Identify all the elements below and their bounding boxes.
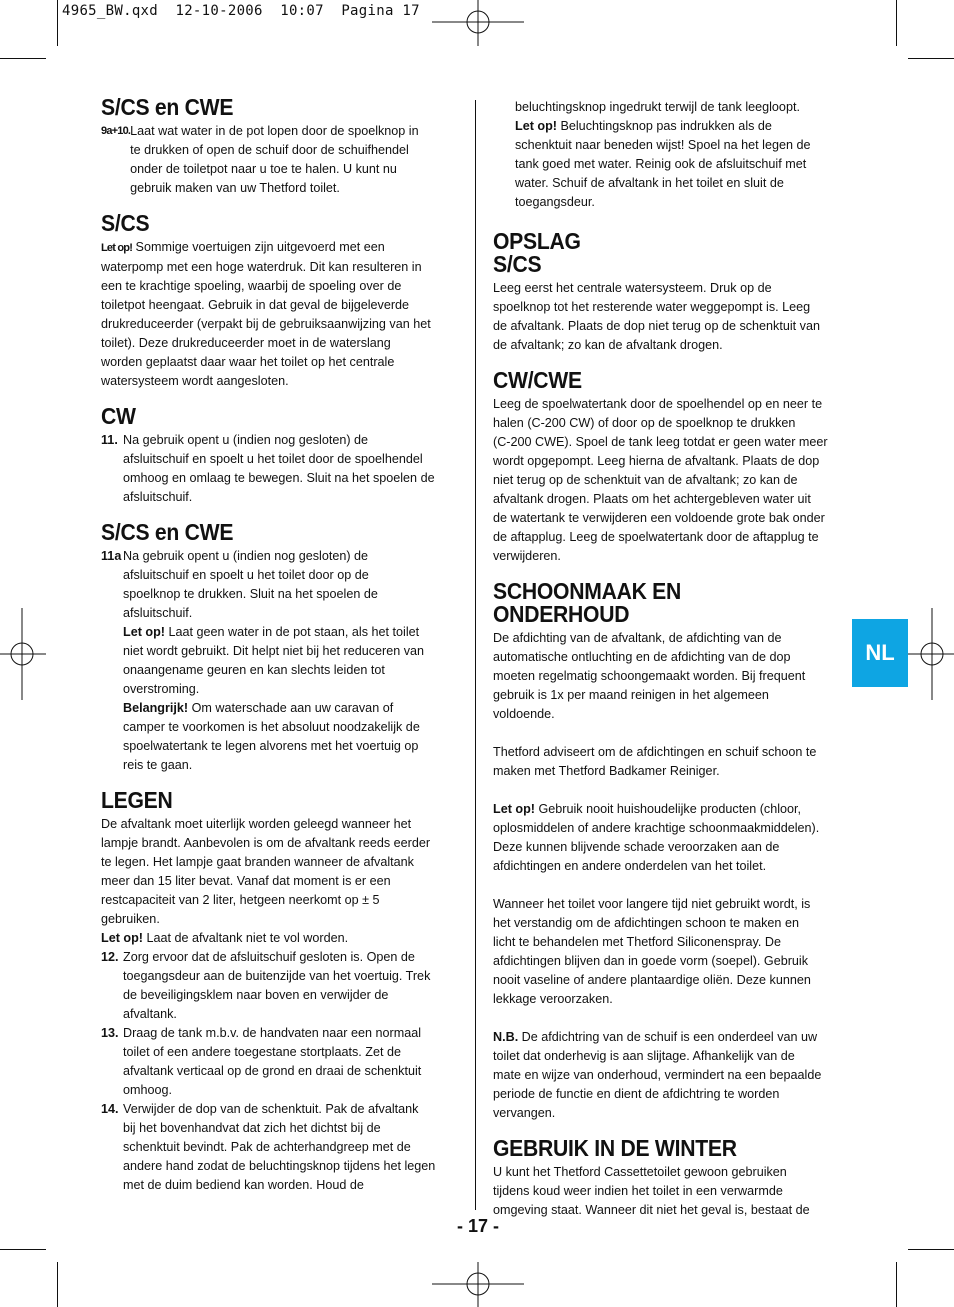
text-line: nooit vaseline of andere plantaardige oliën. Deze kunnen [493,973,811,987]
registration-mark-bottom [432,1262,524,1307]
text-line: Laat wat water in de pot lopen door de spoelknop in [130,124,419,138]
text-line: omhoog. [123,1083,173,1097]
text-line: Let op! Laat geen water in de pot staan, als het toilet [123,625,420,639]
note-label: Let op! [493,802,535,816]
language-tab: NL [852,619,908,687]
text-line: watersysteem wordt aangesloten. [101,374,289,388]
note-block [101,623,457,775]
section-heading: S/CS [101,210,150,236]
note-label: Let op! [515,119,557,133]
registration-mark-left [0,608,46,700]
text-line: afvaltank verticaal op de grond en draai de schenktuit [123,1064,422,1078]
text-line: Let op! Sommige voertuigen zijn uitgevoerd met een [101,240,385,254]
text-line: afsluitschuif. [123,490,193,504]
text-line: gebruiken. [101,912,160,926]
text-line: waterpomp met een hoge waterdruk. Dit kan resulteren in [101,260,422,274]
text-line: overstroming. [123,682,200,696]
crop-mark [896,0,897,46]
step-item [101,122,457,198]
text-line: N.B. De afdichtring van de schuif is een onderdeel van uw [493,1030,818,1044]
text-line: beluchtingsknop ingedrukt terwijl de tank leegloopt. [515,100,800,114]
text-line: spoelknop tot het resterende water weggepompt is. Leeg [493,300,811,314]
text-line: drukreduceerder (verpakt bij de gebruiksaanwijzing van het [101,317,431,331]
section-winter [493,1137,849,1220]
section-cw-cwe [493,369,849,566]
text-line: afsluitschuif en spoelt u het toilet door de spoelhendel [123,452,423,466]
section-cw [101,405,457,507]
crop-mark [0,1249,46,1250]
section-heading: SCHOONMAAK EN ONDERHOUD [493,578,682,627]
note-label: Let op! [101,242,133,254]
text-line: De afdichting van de afvaltank, de afdichting van de [493,631,782,645]
crop-mark [57,0,58,46]
section-heading: LEGEN [101,787,173,813]
text-line: afvaltank drogen. Plaats om het achtergebleven water uit [493,492,811,506]
text-line: vervangen. [493,1106,556,1120]
text-line: (C-200 CWE). Spoel de tank leeg totdat er geen water meer [493,435,828,449]
text-line: niet wordt gebruikt. Dit helpt niet bij het reduceren van [123,644,425,658]
left-column [101,96,457,1195]
text-line: toilet dat onderhevig is aan slijtage. Afhankelijk van de [493,1049,795,1063]
text-line: water. Schuif de afvaltank in het toilet en sluit de [515,176,784,190]
registration-mark-right [908,608,954,700]
section-opslag [493,230,849,355]
step-item [101,948,457,1024]
text-line: Na gebruik opent u (indien nog gesloten) de [123,433,369,447]
text-line: omhoog en omlaag te bewegen. Sluit na het spoelen de [123,471,435,485]
text-line: toegangsdeur. [515,195,595,209]
text-line: met de duim bediend kan worden. Houd de [123,1178,364,1192]
text-line: restcapaciteit van 2 liter, hetgeen neerkomt op ± 5 [101,893,380,907]
text-line: tank goed met water. Reinig ook de afsluitschuif met [515,157,807,171]
text-line: wordt opgepompt. Leeg hierna de afvaltank. Plaats de dop [493,454,820,468]
step-14-continued [493,98,849,212]
text-line: omgeving staat. Wanneer dit niet het geval is, bestaat de [493,1203,810,1217]
section-schoonmaak [493,580,849,1123]
text-line: automatische ontluchting en de afdichting van de dop [493,650,791,664]
step-number: 12. [101,950,119,964]
text-line: voldoende. [493,707,555,721]
text-line: periode de functie en dient de afdichtring te worden [493,1087,780,1101]
text-line: Let op! Laat de afvaltank niet te vol worden. [101,931,349,945]
step-number: 13. [101,1026,119,1040]
section-heading: GEBRUIK IN DE WINTER [493,1135,737,1161]
text-line: de beveiligingsklem naar boven en verwijder de [123,988,389,1002]
page-number: - 17 - [456,1216,499,1236]
section-scs [101,212,457,391]
text-line: Let op! Beluchtingsknop pas indrukken als de [515,119,772,133]
section-heading: CW/CWE [493,367,582,393]
text-line: te legen. Het lampje gaat branden wanneer de afvaltank [101,855,414,869]
section-scs-cwe-2 [101,521,457,775]
text-line: halen (C-200 CW) of door op de spoelknop te drukken [493,416,796,430]
print-slug: 4965_BW.qxd 12-10-2006 10:07 Pagina 17 [62,3,420,19]
text-line: licht te behandelen met Thetford Siliconenspray. De [493,935,781,949]
text-line: afsluitschuif en spoelt u het toilet door op de [123,568,369,582]
note-label: N.B. [493,1030,519,1044]
text-line: gebruik is 1x per maand reinigen in het algemeen [493,688,769,702]
section-legen [101,789,457,1195]
text-line: Belangrijk! Om waterschade aan uw caravan of [123,701,394,715]
text-line: tijdens koud weer indien het toilet in een verwarmde [493,1184,783,1198]
registration-mark-top [432,0,524,46]
text-line: afdichtingen en andere onderdelen van het toilet. [493,859,767,873]
crop-mark [0,58,46,59]
text-line: het verstandig om de afdichtingen schoon te maken en [493,916,799,930]
crop-mark [908,58,954,59]
step-item [101,431,457,507]
section-heading: CW [101,403,136,429]
column-divider [475,100,476,1210]
text-line: Leeg eerst het centrale watersysteem. Druk op de [493,281,772,295]
step-number: 9a+10. [101,125,131,137]
text-line: toegangsdeur aan de buitenzijde van het voertuig. Trek [123,969,431,983]
text-line: worden geplaatst daar waar het toilet op het centrale [101,355,395,369]
section-subheading: S/CS [493,251,542,277]
step-number: 14. [101,1102,119,1116]
text-line: spoelwatertank te legen alvorens met het voertuig op [123,739,419,753]
text-line: U kunt het Thetford Cassettetoilet gewoon gebruiken [493,1165,787,1179]
text-line: toilet). Deze drukreduceerder moet in de waterslang [101,336,391,350]
right-column [493,98,849,1220]
text-line: meer dan 15 liter bevat. Vanaf dat moment is er een [101,874,391,888]
note-label: Let op! [123,625,165,639]
text-line: Na gebruik opent u (indien nog gesloten) de [123,549,369,563]
text-line: afsluitschuif. [123,606,193,620]
step-item [101,547,457,623]
text-line: een te krachtige spoeling, waarbij de spoeling over de [101,279,402,293]
text-line: bij het bovenhandvat dat zich het dichtst bij de [123,1121,381,1135]
text-line: Draag de tank m.b.v. de handvaten naar een normaal [123,1026,422,1040]
text-line: te drukken of open de schuif door de schuifhendel [130,143,409,157]
text-line: de afvaltank; zo kan de afvaltank drogen. [493,338,723,352]
text-line: toiletpot heengaat. Gebruik in dat geval de bijgeleverde [101,298,410,312]
text-line: moeten regelmatig schoongemaakt worden. Bij frequent [493,669,806,683]
section-heading: S/CS en CWE [101,94,234,120]
text-line: Zorg ervoor dat de afsluitschuif gesloten is. Open de [123,950,415,964]
text-line: onder de toiletpot naar u toe te halen. U kunt nu [130,162,397,176]
note-label: Belangrijk! [123,701,189,715]
text-line: Wanneer het toilet voor langere tijd niet gebruikt wordt, is [493,897,811,911]
text-line: Let op! Gebruik nooit huishoudelijke producten (chloor, [493,802,802,816]
section-heading: OPSLAG [493,228,581,254]
note-label: Let op! [101,931,143,945]
text-line: de aftapplug. Leeg de spoelwatertank door de aftapplug te [493,530,819,544]
text-line: Deze kunnen blijvende schade veroorzaken aan de [493,840,780,854]
text-line: camper te voorkomen is het absoluut noodzakelijk de [123,720,420,734]
text-line: verwijderen. [493,549,561,563]
crop-mark [896,1262,897,1307]
step-number: 11a [101,549,122,563]
text-line: schenktuit bevindt. Pak de achterhandgreep met de [123,1140,411,1154]
crop-mark [57,1262,58,1307]
text-line: maken met Thetford Badkamer Reiniger. [493,764,720,778]
section-heading: S/CS en CWE [101,519,234,545]
text-line: onaangename geuren en kan slechts leiden tot [123,663,385,677]
text-line: Thetford adviseert om de afdichtingen en schuif schoon te [493,745,817,759]
text-line: reis te gaan. [123,758,193,772]
text-line: gebruik maken van uw Thetford toilet. [130,181,340,195]
text-line: Leeg de spoelwatertank door de spoelhendel op en neer te [493,397,823,411]
text-line: afdichtingen blijven dan in goede vorm (soepel). Gebruik [493,954,809,968]
crop-mark [908,1249,954,1250]
text-line: mate en wijze van onderhoud, vermindert na een bepaalde [493,1068,822,1082]
text-line: De afvaltank moet uiterlijk worden geleegd wanneer het [101,817,412,831]
text-line: toilet of een andere toegestane stortplaats. Zet de [123,1045,401,1059]
text-line: afvaltank. [123,1007,177,1021]
step-item [101,1024,457,1100]
text-line: niet terug op de schenktuit van de afvaltank; zo kan de [493,473,798,487]
text-line: Verwijder de dop van de schenktuit. Pak de afvaltank [123,1102,419,1116]
text-line: spoelknop te drukken. Sluit na het spoelen de [123,587,378,601]
text-line: de afvaltank. Plaats de dop niet terug op de schenktuit van [493,319,820,333]
text-line: lekkage veroorzaken. [493,992,613,1006]
step-item [101,1100,457,1195]
section-scs-cwe [101,96,457,198]
text-line: schenktuit naar beneden wijst! Spoel na het legen de [515,138,811,152]
text-line: andere hand zodat de beluchtingsknop tijdens het legen [123,1159,436,1173]
text-line: oplosmiddelen of andere krachtige schoonmaakmiddelen). [493,821,820,835]
step-number: 11. [101,433,118,447]
text-line: lampje brandt. Aanbevolen is om de afvaltank reeds eerder [101,836,431,850]
text-line: de watertank te verwijderen een voldoende grote bak onder [493,511,825,525]
